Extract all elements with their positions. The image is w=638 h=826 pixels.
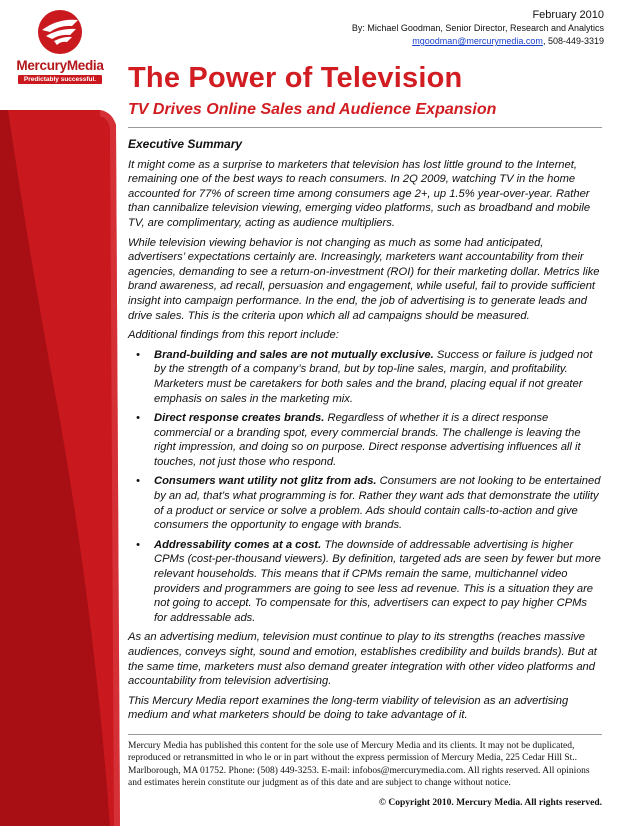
- author-byline: By: Michael Goodman, Senior Director, Research and Analytics: [351, 23, 604, 33]
- findings-list: [128, 348, 602, 626]
- finding-text: Regardless of whether it is a direct response commercial or a branding spot, every commercial brands. The challenge is leaving the right impression, and doing so on purpose. Direct response advertising influences all it touches, not just those who respond.: [154, 412, 581, 468]
- author-phone: , 508-449-3319: [542, 36, 604, 46]
- list-item: [128, 538, 602, 626]
- bullet-icon: •: [136, 412, 140, 425]
- paragraph: While television viewing behavior is not changing as much as some had anticipated, advertisers’ expectations certainly are. Increasingly, marketers want accountability from their agencies, demanding to see a return-on-investment (ROI) for their marketing dollar. Metrics like brand awareness, ad recall, persuasion and engagement, while useful, fail to provide sufficient insight into campaign performance. In the end, the job of advertising is to generate leads and drive sales. This is the criteria upon which all ad campaigns should be measured.: [128, 236, 600, 322]
- brand-logo: [10, 8, 110, 84]
- list-item: [128, 474, 602, 532]
- brand-tagline: Predictably successful.: [18, 75, 102, 84]
- finding-text: The downside of addressable advertising is higher CPMs (cost-per-thousand viewers). By definition, targeted ads are seen by fewer but more relevant households. This means that if CPMs remain the same, multichannel video providers and programmers are going to see less ad revenue. This is a situation they are not going to accept. To compensate for this, advertisers can expect to pay higher CPMs for addressable ads.: [154, 538, 601, 624]
- bullet-icon: •: [136, 538, 140, 551]
- finding-lead: Direct response creates brands.: [154, 412, 325, 425]
- report-body: [128, 137, 602, 728]
- paragraph: This Mercury Media report examines the long-term viability of television as an advertising medium and what marketers should be doing to take advantage of it.: [128, 694, 569, 722]
- bullet-icon: •: [136, 348, 140, 361]
- finding-lead: Brand-building and sales are not mutually exclusive.: [154, 348, 434, 361]
- finding-text: Success or failure is judged not by the strength of a company’s brand, but by top-line sales, margin, and profitability. Marketers must be caretakers for both sales and the brand, placing equal if not greater emphasis on sales in the marketing mix.: [154, 348, 593, 405]
- bullet-icon: •: [136, 475, 140, 488]
- list-item: [128, 411, 602, 469]
- legal-notice: Mercury Media has published this content for the sole use of Mercury Media and its clients. It may not be duplicated, reproduced or retransmitted in who le or in part without the express permission of Mercury Media, 225 Cedar Hill St.. Marlborough, MA 01752. Phone: (508) 449-3253. E-mail: infobos@mercurymedia.com. All rights reserved. All opinions and estimates herein constitute our judgment as of this date and are subject to change without notice.: [128, 741, 590, 788]
- copyright-notice: © Copyright 2010. Mercury Media. All rights reserved.: [378, 798, 602, 808]
- finding-lead: Addressability comes at a cost.: [154, 538, 322, 551]
- paragraph: Additional findings from this report include:: [128, 329, 339, 342]
- author-email-link[interactable]: mgoodman@mercurymedia.com: [412, 36, 543, 46]
- title-divider: [128, 127, 602, 128]
- list-item: [128, 348, 602, 406]
- page-title: The Power of Television: [128, 62, 463, 94]
- paragraph: As an advertising medium, television must continue to play to its strengths (reaches massive audiences, conveys sight, sound and emotion, establishes credibility and builds brands). But at the same time, marketers must also demand greater integration with other video platforms and accountability from television advertising.: [128, 631, 597, 688]
- section-heading: Executive Summary: [128, 137, 243, 151]
- document-date: February 2010: [532, 9, 604, 21]
- brand-name: MercuryMedia: [16, 58, 104, 73]
- finding-text: Consumers are not looking to be entertained by an ad, that’s what programming is for. Rather they want ads that demonstrate the utility of a product or service or solve a problem. Ads should contain calls-to-action and give consumers the opportunity to engage with brands.: [154, 475, 601, 532]
- mercury-winged-logo-icon: [32, 8, 88, 56]
- red-side-band: [0, 0, 120, 826]
- footer-divider: [128, 734, 602, 735]
- author-contact: [352, 35, 604, 48]
- document-header: [352, 9, 604, 48]
- finding-lead: Consumers want utility not glitz from ads.: [154, 475, 377, 488]
- page-subtitle: TV Drives Online Sales and Audience Expansion: [128, 101, 497, 118]
- paragraph: It might come as a surprise to marketers that television has lost little ground to the Internet, remaining one of the best ways to reach consumers. In 2Q 2009, watching TV in the home accounted for 77% of screen time among consumers age 2+, up 1.5% year-over-year. Rather than cannibalize television viewing, emerging video platforms, such as broadband and mobile TV, are complimentary, acting as audience multipliers.: [128, 158, 591, 229]
